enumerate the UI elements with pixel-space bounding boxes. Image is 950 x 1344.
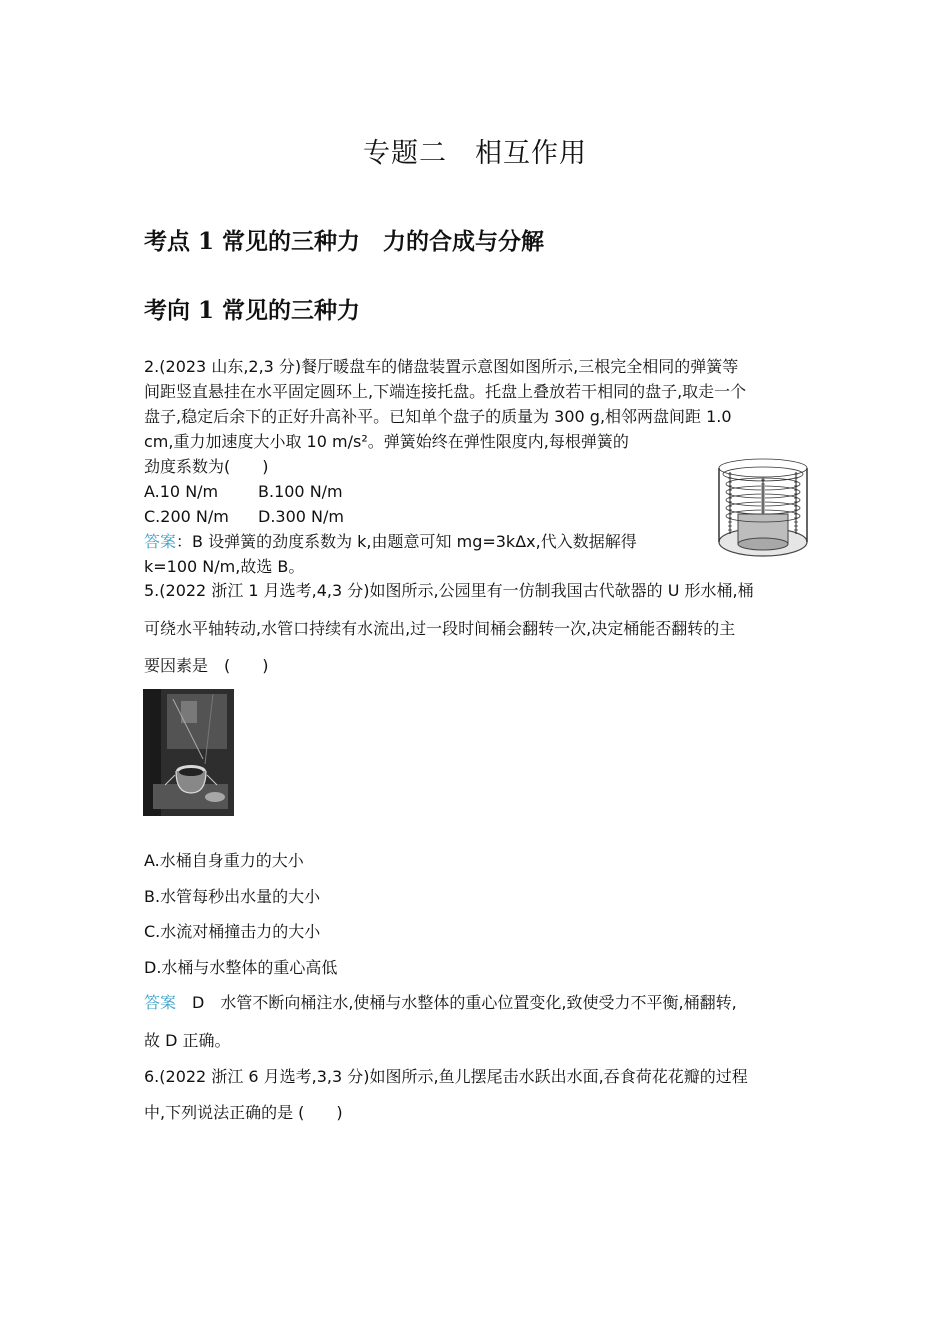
water-bucket-photo (143, 689, 234, 816)
q5-option-d: D.水桶与水整体的重心高低 (144, 958, 338, 977)
q2-stem-line: 盘子,稳定后余下的正好升高补平。已知单个盘子的质量为 300 g,相邻两盘间距 1.0 (144, 407, 732, 426)
q6-stem-line: 中,下列说法正确的是 ( ) (144, 1103, 343, 1122)
q2-stem-line: 2.(2023 山东,2,3 分)餐厅暖盘车的储盘装置示意图如图所示,三根完全相同的弹簧等 (144, 357, 739, 376)
q5-stem-line: 5.(2022 浙江 1 月选考,4,3 分)如图所示,公园里有一仿制我国古代欹器的 U 形水桶,桶 (144, 581, 754, 600)
q2-option-b: B.100 N/m (258, 482, 343, 501)
q6-stem-line: 6.(2022 浙江 6 月选考,3,3 分)如图所示,鱼儿摆尾击水跃出水面,吞食荷花花瓣的过程 (144, 1067, 748, 1086)
q5-option-a: A.水桶自身重力的大小 (144, 851, 304, 870)
q5-stem-line: 要因素是 ( ) (144, 656, 269, 675)
answer-text: D 水管不断向桶注水,使桶与水整体的重心位置变化,致使受力不平衡,桶翻转, (176, 993, 737, 1012)
spring-plate-diagram (714, 454, 812, 564)
q2-option-c: C.200 N/m (144, 507, 229, 526)
q2-answer-line: k=100 N/m,故选 B。 (144, 557, 305, 576)
q2-option-d: D.300 N/m (258, 507, 344, 526)
q5-answer (144, 991, 737, 1015)
q5-answer-line: 故 D 正确。 (144, 1031, 231, 1050)
q2-stem-line: cm,重力加速度大小取 10 m/s²。弹簧始终在弹性限度内,每根弹簧的 (144, 432, 629, 451)
q5-option-b: B.水管每秒出水量的大小 (144, 887, 321, 906)
q2-option-a: A.10 N/m (144, 482, 219, 501)
q5-stem-line: 可绕水平轴转动,水管口持续有水流出,过一段时间桶会翻转一次,决定桶能否翻转的主 (144, 619, 736, 638)
q2-answer (144, 530, 637, 554)
page-title: 专题二 相互作用 (363, 138, 587, 169)
q2-stem-line: 间距竖直悬挂在水平固定圆环上,下端连接托盘。托盘上叠放若干相同的盘子,取走一个 (144, 382, 747, 401)
q5-option-c: C.水流对桶撞击力的大小 (144, 922, 321, 941)
answer-text: ：B 设弹簧的劲度系数为 k,由题意可知 mg=3kΔx,代入数据解得 (176, 532, 637, 551)
answer-label: 答案 (144, 993, 177, 1012)
q2-stem-line: 劲度系数为( ) (144, 457, 269, 476)
answer-label: 答案 (144, 532, 177, 551)
section-heading: 考点 1 常见的三种力 力的合成与分解 (144, 228, 545, 255)
subsection-heading: 考向 1 常见的三种力 (144, 297, 361, 324)
